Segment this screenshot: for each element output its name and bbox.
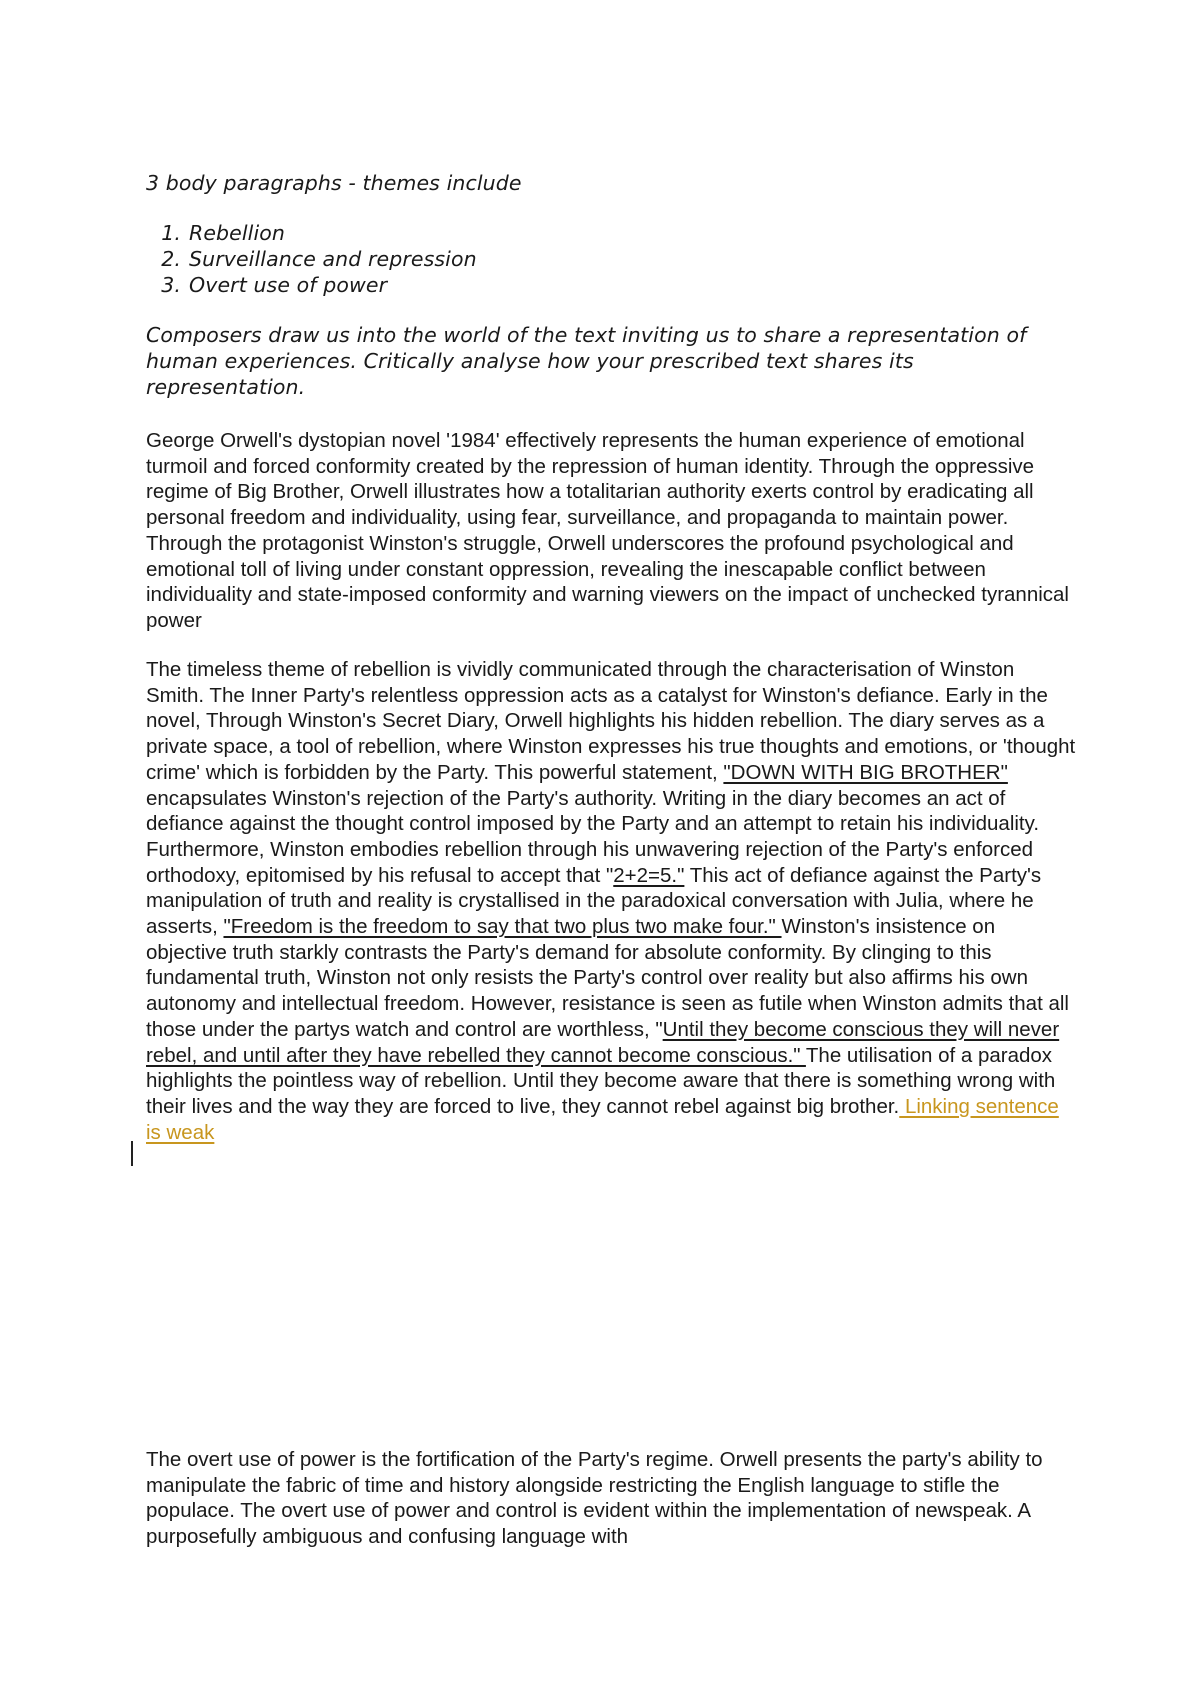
list-item bbox=[146, 220, 1076, 246]
paragraph-text: encapsulates Winston's rejection of the Party's authority. Writing in the diary becomes an act of defiance against the thought control imposed by the Party and an attempt to retain his individuality. Furthermore, Winston embodies rebellion through his unwavering rejection of the Party's enforced orthodoxy, epitomised by his refusal to accept that " bbox=[146, 786, 1040, 887]
paragraph-text: Winston's insistence on objective truth starkly contrasts the Party's demand for absolute conformity. By clinging to this fundamental truth, Winston not only resists the Party's control over reality but also affirms his own autonomy and intellectual freedom. However, resistance is seen as futile when Winston admits that all those under the partys watch and control are worthless, " bbox=[146, 915, 1069, 1041]
list-item-label: Overt use of power bbox=[189, 273, 388, 297]
essay-heading: 3 body paragraphs - themes include bbox=[146, 171, 522, 195]
list-item bbox=[146, 246, 1076, 272]
quote-2-plus-2: 2+2=5." bbox=[613, 863, 685, 887]
essay-prompt: Composers draw us into the world of the text inviting us to share a representation of human experiences. Critically analyse how your prescribed text shares its representation. bbox=[146, 323, 1027, 399]
rebellion-paragraph bbox=[146, 657, 1076, 1145]
paragraph-text: This act of defiance against the Party's manipulation of truth and reality is crystallised in the paradoxical conversation with Julia, where he asserts, bbox=[146, 863, 1042, 939]
paragraph-text: The timeless theme of rebellion is vividly communicated through the characterisation of Winston Smith. The Inner Party's relentless oppression acts as a catalyst for Winston's defiance. Early in the novel, Through Winston's Secret Diary, Orwell highlights his hidden rebellion. The diary serves as a private space, a tool of rebellion, where Winston expresses his true thoughts and emotions, or 'thought crime' which is forbidden by the Party. This powerful statement, bbox=[146, 658, 1076, 784]
list-number: 1. bbox=[161, 221, 181, 245]
list-item bbox=[146, 272, 1076, 298]
list-number: 3. bbox=[161, 273, 181, 297]
list-number: 2. bbox=[161, 247, 181, 271]
list-item-label: Surveillance and repression bbox=[189, 247, 477, 271]
themes-list bbox=[146, 220, 1076, 298]
text-cursor bbox=[131, 1141, 133, 1166]
overt-power-paragraph: The overt use of power is the fortification of the Party's regime. Orwell presents the party's ability to manipulate the fabric of time and history alongside restricting the English language to stifle the populace. The overt use of power and control is evident within the implementation of newspeak. A purposefully ambiguous and confusing language with bbox=[146, 1448, 1043, 1549]
quote-freedom: "Freedom is the freedom to say that two plus two make four." bbox=[223, 915, 782, 939]
paragraph-text: The utilisation of a paradox highlights the pointless way of rebellion. Until they become aware that there is something wrong with their lives and the way they are forced to live, they cannot rebel against big brother. bbox=[146, 1043, 1056, 1118]
list-item-label: Rebellion bbox=[189, 221, 286, 245]
introduction-paragraph: George Orwell's dystopian novel '1984' effectively represents the human experience of emotional turmoil and forced conformity created by the repression of human identity. Through the oppressive regime of Big Brother, Orwell illustrates how a totalitarian authority exerts control by eradicating all personal freedom and individuality, using fear, surveillance, and propaganda to maintain power. Through the protagonist Winston's struggle, Orwell underscores the profound psychological and emotional toll of living under constant oppression, revealing the inescapable conflict between individuality and state-imposed conformity and warning viewers on the impact of unchecked tyrannical power bbox=[146, 429, 1069, 632]
teacher-comment-link[interactable]: Linking sentence is weak bbox=[146, 1094, 1059, 1144]
quote-down-with-big-brother: "DOWN WITH BIG BROTHER" bbox=[723, 760, 1008, 784]
quote-until-conscious: Until they become conscious they will never rebel, and until after they have rebelled they cannot become conscious." bbox=[146, 1017, 1060, 1067]
